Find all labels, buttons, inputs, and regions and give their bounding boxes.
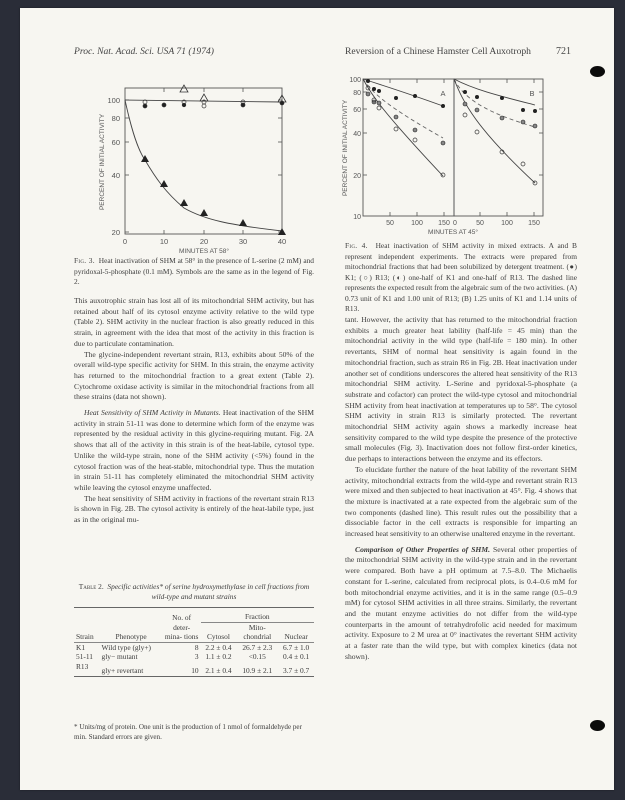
binder-hole — [590, 720, 605, 731]
table-footnote: * Units/mg of protein. One unit is the production of 1 nmol of formaldehyde per min. Standard errors are given. — [74, 723, 302, 741]
running-head-right: Reversion of a Chinese Hamster Cell Auxotroph — [345, 46, 531, 57]
table-label: Table 2. — [78, 582, 104, 591]
paragraph: Heat Sensitivity of SHM Activity in Mutants. Heat inactivation of the SHM activity in strain 51-11 was done to determine which form of the enzyme was represented by the residual activity in this glycine-requiring mutant. Fig. 2A shows that all of the activity in this strain is of the heat-labile, cytosol type. Unlike the wild-type strain, none of the SHM activity (<5%) found in the cytosol fraction was of the heat-stable, mitochondrial type. Thus the mutation in strain 51-11 has completely eliminated the mitochondrial SHM activity while leaving the cytosol enzyme unaffected. — [74, 408, 314, 492]
x-tick: 50 — [386, 220, 394, 227]
x-axis-label: MINUTES AT 45° — [427, 229, 479, 236]
table-row: R13 gly+ revertant 10 2.1 ± 0.4 10.9 ± 2.1 3.7 ± 0.7 — [74, 662, 314, 676]
y-tick: 20 — [353, 173, 361, 180]
y-tick: 20 — [111, 228, 120, 237]
paragraph: To elucidate further the nature of the heat lability of the revertant SHM activity, mitochondrial extracts from the wild-type and revertant strain R13 were mixed and then subjected to heat inactivation at 45°. Fig. 4 shows that the mixture is inactivated at a rate expected from the algebraic sum of the two components (dashed line). This result rules out the possibility that a dissociable factor in the cell extracts is responsible for imparting an increased heat sensitivity to an otherwise unaltered enzyme in the revertant. — [345, 464, 577, 539]
y-tick: 60 — [111, 138, 120, 147]
figure-4-chart — [335, 72, 575, 240]
paragraph: tant. However, the activity that has returned to the mitochondrial fraction exhibits a much greater heat lability (half-life = 45 min) than the mitochondrial activity in the wild type (half-life = 180 min). In other revertants, SHM of normal heat sensitivity is again found in the mitochondrial fraction, such as strain R6 in Fig. 2B. Heat inactivation under another set of conditions underscores the altered heat sensitivity of the R13 mitochondrial SHM activity. L-Serine and pyridoxal-5-phosphate (a substrate and cofactor) can protect the wild-type cytosol and mitochondrial SHM activity from heat inactivation at temperatures up to 58°. The cytosol SHM activity in strain R13 is similarly protected. The revertant mitochondrial SHM activity again shows a markedly increase heat sensitivity compared to the wild type despite the presence of the protective small molecules (Fig. 3). Inactivation does not follow first-order kinetics, due perhaps to interactions between the enzyme and its effectors. — [345, 315, 577, 464]
x-axis-label: MINUTES AT 58° — [178, 248, 230, 254]
table-2-caption — [74, 582, 314, 602]
x-tick: 0 — [453, 220, 457, 227]
x-tick: 40 — [277, 237, 287, 246]
left-column-text — [74, 296, 314, 526]
paragraph: The glycine-independent revertant strain, R13, exhibits about 50% of the overall wild-type specific activity for SHM. In this strain, the enzyme activity has returned to the mitochondrial fraction to a great extent (Table 2). Cytochrome oxidase activity is similar in the mitochondrial fractions from all these strains (data not shown). — [74, 349, 314, 402]
right-column-text — [345, 315, 577, 663]
caption-text: Heat inactivation of SHM activity in mixed extracts. A and B represent independent experiments. The extracts were prepared from mitochondrial fractions that had been solubilized by detergent treatment. (●) K1; (○) R13; (◐) one-half of K1 and one-half of R13. The dashed line represents the expected result from the algebraic sum of the two activities. (A) 0.73 unit of K1 and 1.00 unit of R13; (B) 1.25 units of K1 and 1.14 units of R13. — [345, 241, 577, 313]
col-header-mito: Mito- chondrial — [243, 622, 272, 642]
binder-hole — [590, 66, 605, 77]
caption-text: Heat inactivation of SHM at 58° in the presence of L-serine (2 mM) and pyridoxal-5-phosphate (0.1 mM). Symbols are the same as in the legend of Fig. 2. — [74, 256, 314, 286]
x-tick: 100 — [501, 220, 513, 227]
x-tick: 150 — [528, 220, 540, 227]
paragraph: The heat sensitivity of SHM activity in fractions of the revertant strain R13 is shown in Fig. 2B. The cytosol activity is entirely of the heat-labile type, just as in the original mu- — [74, 493, 314, 525]
y-tick: 40 — [111, 171, 120, 180]
x-tick: 10 — [159, 237, 169, 246]
y-tick: 60 — [353, 107, 361, 114]
table-2 — [74, 607, 314, 677]
panel-b-label: B — [529, 89, 535, 98]
col-header-determinations: No. of deter- mina- tions — [164, 613, 199, 642]
col-header-nuclear: Nuclear — [284, 632, 308, 642]
x-tick: 0 — [122, 237, 128, 246]
caption-label: Fig. 3. — [74, 256, 95, 265]
section-heading: Comparison of Other Properties of SHM. — [355, 544, 490, 554]
figure-3-caption — [74, 256, 314, 288]
y-axis-label: PERCENT OF INITIAL ACTIVITY — [342, 99, 349, 197]
table-title: Specific activities* of serine hydroxymethylase in cell fractions from wild-type and mutant strains — [107, 582, 310, 601]
caption-label: Fig. 4. — [345, 241, 368, 250]
figure-4-caption — [345, 241, 577, 315]
col-header-strain: Strain — [76, 632, 94, 642]
y-tick: 100 — [107, 96, 120, 105]
y-tick: 100 — [349, 77, 361, 84]
table-row: K1 Wild type (gly+) 8 2.2 ± 0.4 26.7 ± 2.3 6.7 ± 1.0 — [74, 642, 314, 652]
x-tick: 30 — [238, 237, 248, 246]
x-tick: 150 — [438, 220, 450, 227]
paragraph: Comparison of Other Properties of SHM. Several other properties of the mitochondrial SHM activity in the wild-type strain and in the revertant were compared. Both have a pH optimum at 7.5–8.0. The Michaelis constant for L-serine, calculated from reciprocal plots, is 0.4–0.6 mM for both mitochondrial enzyme activities, and it is in the same range (0.5–0.9 mM) for cytosol SHM activities in all three strains. Similarly, the revertant and the mutant enzyme activities do not differ from the wild-type counterparts in the amount of tetrahydrofolic acid needed for maximum activity. Exposure to 2 M urea at 0° inactivates the revertant SHM activity at a faster rate than the wild type, but with complex kinetics (data not shown). — [345, 544, 578, 661]
figure-3-chart — [70, 82, 310, 254]
x-tick: 50 — [476, 220, 484, 227]
y-tick: 80 — [353, 90, 361, 97]
y-tick: 40 — [353, 131, 361, 138]
y-tick: 10 — [353, 214, 361, 221]
col-header-phenotype: Phenotype — [115, 632, 147, 642]
x-tick: 100 — [411, 220, 423, 227]
y-tick: 80 — [111, 114, 120, 123]
running-head-left: Proc. Nat. Acad. Sci. USA 71 (1974) — [74, 46, 214, 57]
page-number: 721 — [556, 46, 571, 57]
paragraph: This auxotrophic strain has lost all of its mitochondrial SHM activity, but has retained about half of its cytosol enzyme activity relative to the wild type (Table 2). SHM activity in the nuclear fraction is also greatly reduced in this strain, in agreement with the idea that most of the activity in this fraction is due to particulate contamination. — [74, 296, 314, 348]
panel-a-label: A — [440, 89, 446, 98]
x-tick: 20 — [199, 237, 209, 246]
table-row: 51-11 gly− mutant 3 1.1 ± 0.2 <0.15 0.4 ± 0.1 — [76, 652, 310, 662]
y-axis-label: PERCENT OF INITIAL ACTIVITY — [99, 113, 106, 211]
col-header-cytosol: Cytosol — [206, 632, 230, 642]
col-header-fraction: Fraction — [201, 608, 314, 623]
section-heading: Heat Sensitivity of SHM Activity in Mutants. — [84, 408, 221, 418]
